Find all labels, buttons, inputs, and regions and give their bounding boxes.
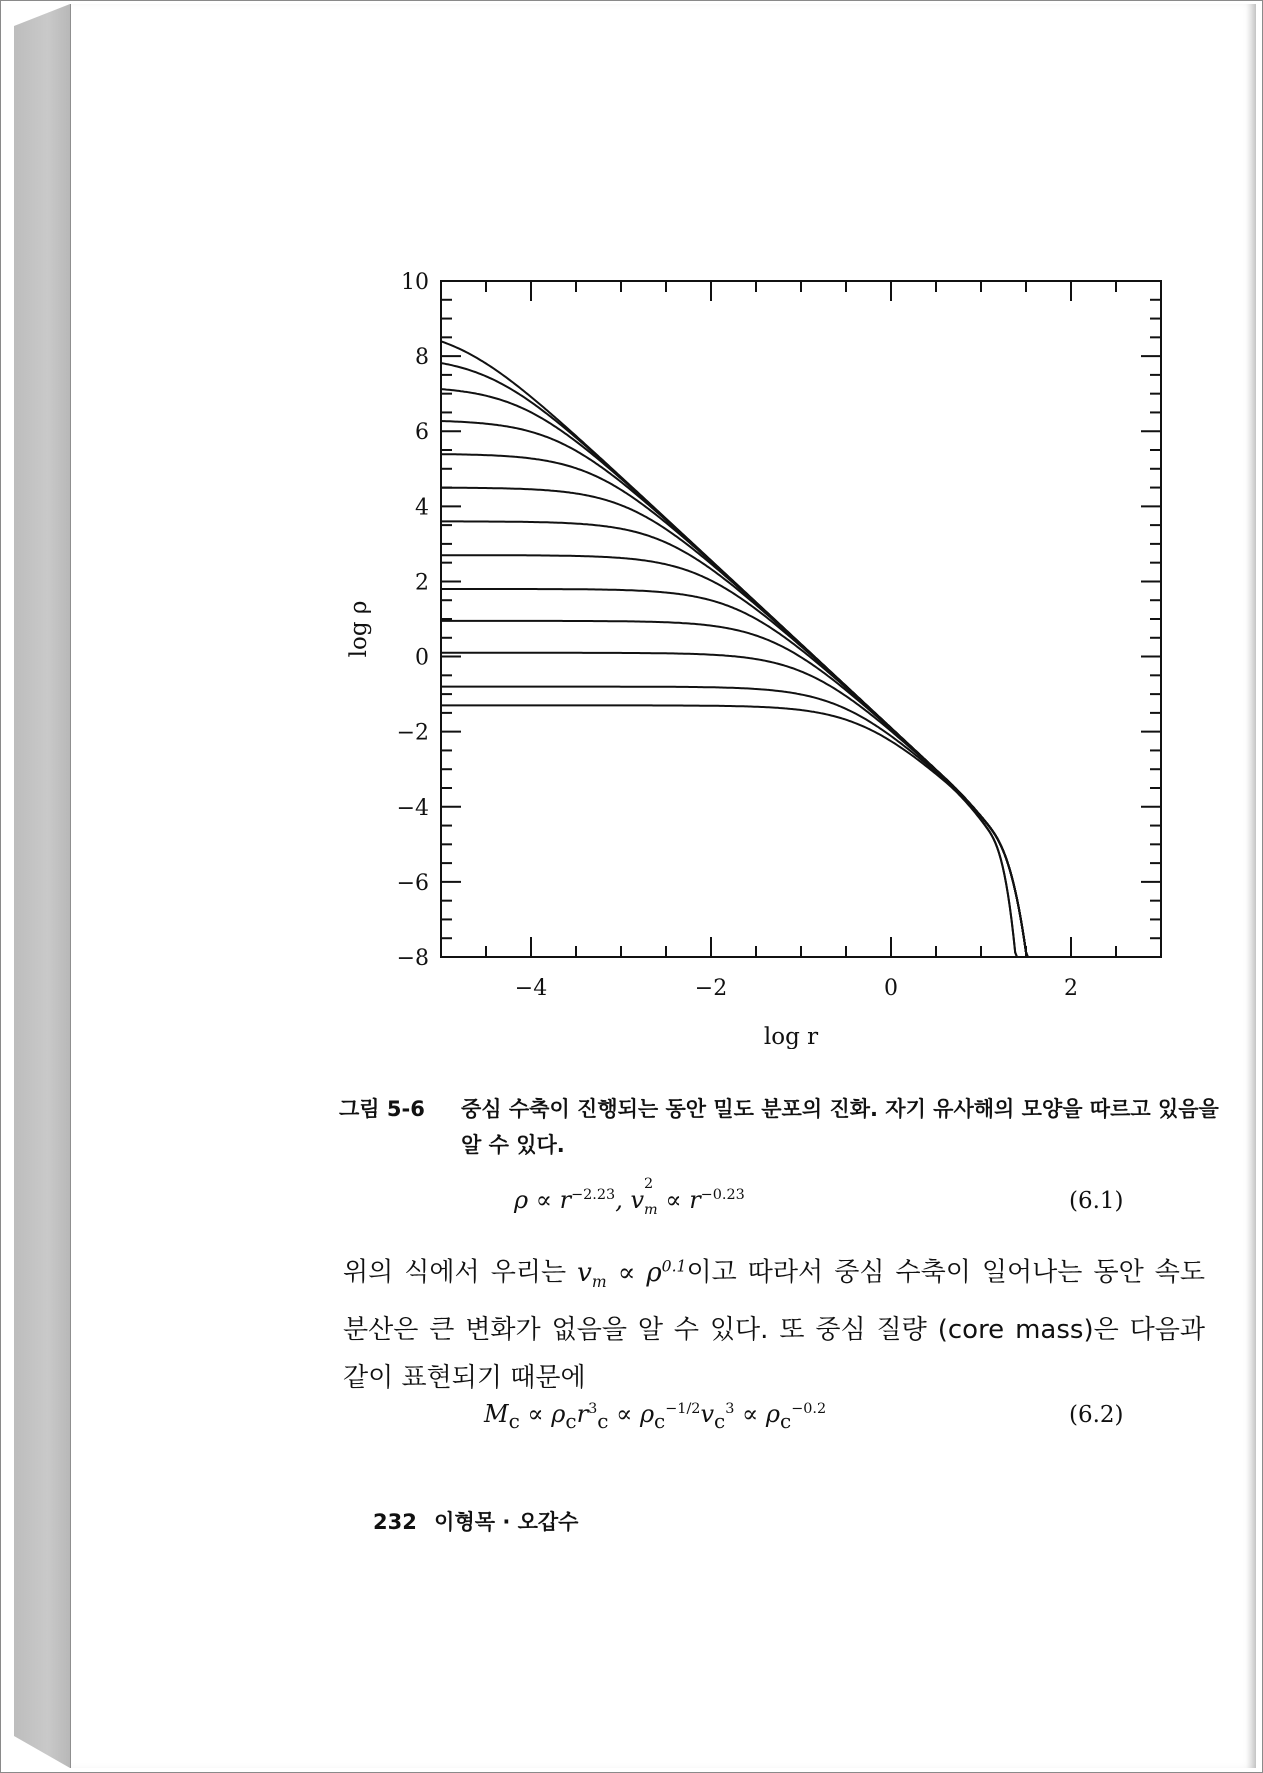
eq1-rho: ρ ∝ r — [514, 1186, 572, 1214]
equation-6-1 — [514, 1176, 745, 1218]
ticks-layer — [441, 281, 1161, 957]
y-axis-label: log ρ — [346, 600, 372, 658]
density-curve — [441, 488, 1028, 957]
body-paragraph — [343, 1242, 1205, 1402]
density-curve — [441, 521, 1028, 957]
y-tick-label: 6 — [415, 420, 429, 446]
page-footer — [373, 1506, 578, 1536]
eq1-prop: ∝ r — [657, 1186, 701, 1214]
x-axis-label: log r — [763, 1024, 819, 1049]
y-tick-label: −4 — [396, 795, 429, 821]
plot-frame — [441, 281, 1161, 957]
y-tick-label: 8 — [415, 345, 429, 371]
body-math-sub: m — [591, 1272, 607, 1291]
x-tick-label: 0 — [884, 976, 898, 1001]
eq1-exp1: −2.23 — [571, 1187, 616, 1203]
x-tick-label: −2 — [694, 976, 728, 1001]
y-tick-label: −8 — [396, 946, 429, 971]
eq2-p2: ∝ ρ — [608, 1400, 655, 1428]
density-curve — [441, 341, 1028, 957]
eq1-mid: , v — [615, 1186, 645, 1214]
y-tick-label: −2 — [396, 720, 429, 746]
body-part2: 이고 따라서 중심 수축이 일어나는 동안 속도 분산은 큰 변화가 없음을 알 수 있다. 또 중심 질량 (core mass)은 다음과 같이 표현되기 때문에 — [343, 1257, 1205, 1393]
eq1-exp2: −0.23 — [700, 1187, 745, 1203]
body-math-mid: ∝ ρ — [606, 1257, 662, 1288]
body-math-v: v — [577, 1257, 592, 1288]
body-part1: 위의 식에서 우리는 — [343, 1257, 578, 1288]
y-tick-label: 4 — [415, 495, 429, 521]
eq1-sup2: 2 — [644, 1176, 654, 1192]
x-tick-label: −4 — [514, 976, 548, 1001]
equation-number-6-2: (6.2) — [1069, 1402, 1124, 1428]
density-curve — [441, 621, 1028, 957]
density-curve — [441, 389, 1028, 957]
y-tick-label: 2 — [415, 570, 429, 596]
eq2-e-02: −0.2 — [791, 1401, 827, 1417]
caption-label: 그림 5-6 — [339, 1097, 425, 1121]
eq2-c6: c — [780, 1408, 792, 1433]
eq2-M: M — [484, 1400, 509, 1428]
page-edge-shadow — [1246, 4, 1256, 1768]
book-spine — [14, 4, 70, 1768]
equation-6-2 — [484, 1400, 826, 1433]
footer-authors: 이형목 · 오갑수 — [434, 1510, 579, 1534]
y-tick-label: −6 — [396, 870, 429, 896]
book-page — [70, 4, 1256, 1768]
y-tick-label: 0 — [415, 645, 429, 671]
body-math-exp: 0.1 — [661, 1257, 687, 1275]
eq2-c4: c — [654, 1408, 666, 1433]
y-tick-label: 10 — [401, 270, 429, 295]
tick-labels-layer — [397, 270, 1078, 1001]
curves-layer — [441, 341, 1028, 957]
density-curve — [441, 653, 1028, 957]
density-curve — [441, 687, 1017, 957]
eq2-c5: c — [714, 1408, 726, 1433]
density-curve — [441, 421, 1028, 957]
density-profile-figure — [321, 269, 1181, 1053]
eq2-e3b: 3 — [725, 1401, 735, 1417]
eq2-c1: c — [508, 1408, 520, 1433]
eq2-e-half: −1/2 — [665, 1401, 701, 1417]
eq2-p1: ∝ ρ — [519, 1400, 566, 1428]
density-curve — [441, 705, 1017, 957]
density-chart — [321, 269, 1181, 1049]
x-tick-label: 2 — [1064, 976, 1078, 1001]
eq2-r: r — [576, 1400, 589, 1428]
caption-text: 중심 수축이 진행되는 동안 밀도 분포의 진화. 자기 유사해의 모양을 따르고 있음을 알 수 있다. — [461, 1097, 1219, 1157]
density-curve — [441, 363, 1028, 957]
eq2-p3: ∝ ρ — [734, 1400, 780, 1428]
equation-number-6-1: (6.1) — [1069, 1188, 1124, 1214]
density-curve — [441, 555, 1028, 957]
eq2-v: v — [700, 1400, 715, 1428]
eq2-e3: 3 — [588, 1401, 598, 1417]
eq1-sub-m: m — [644, 1201, 658, 1218]
eq2-c3: c — [597, 1408, 609, 1433]
eq2-c2: c — [565, 1408, 577, 1433]
page-number: 232 — [373, 1510, 417, 1534]
